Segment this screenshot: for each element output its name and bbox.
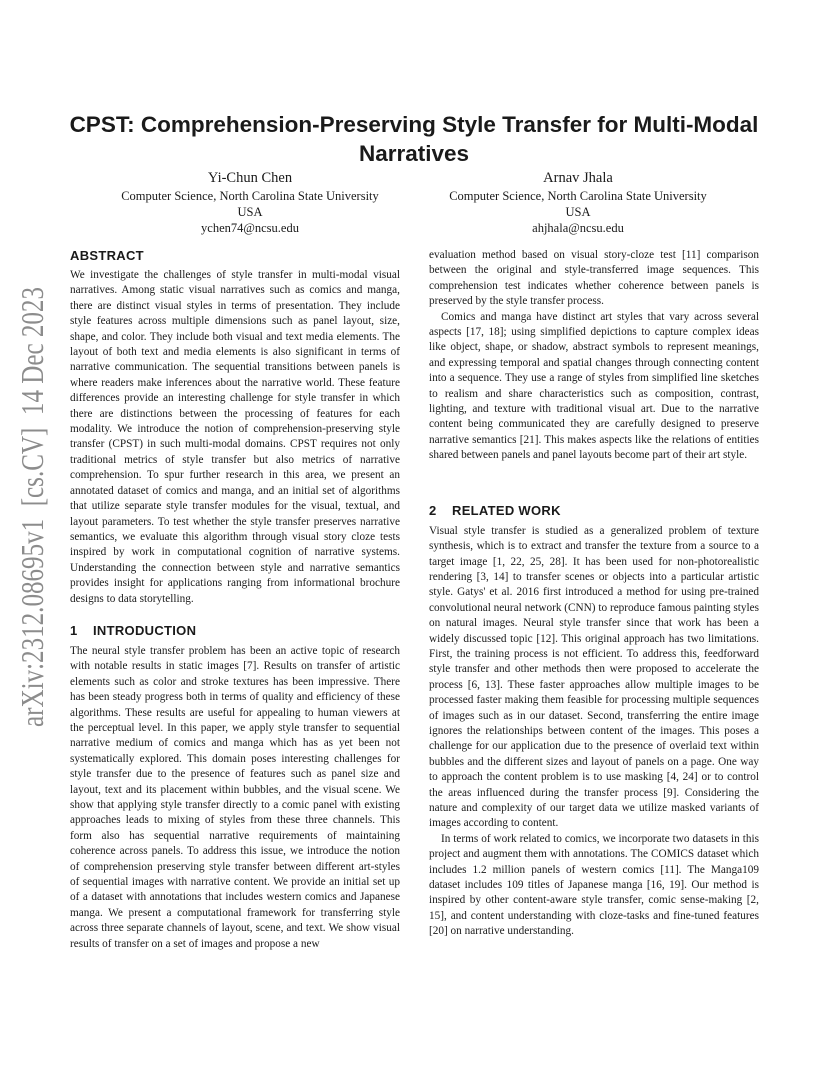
section-heading-related-work <box>429 503 759 519</box>
section-title: RELATED WORK <box>452 502 561 518</box>
author-block-2 <box>418 169 738 236</box>
intro-paragraph-1: The neural style transfer problem has been an active topic of research with notable results in static images [7]. Results on transfer of artistic elements such as color and stroke textures has been impressive. There has been steady progress both in terms of quality and efficiency of these algorithms. These results are useful for appealing to human viewers at the perceptual level. In this paper, we apply style transfer to sequential narrative medium of comics and manga which has as yet been not systematically explored. This domain poses interesting challenges for style transfer due to the presence of features such as panel size and layout, text and its placement within bubbles, and the visual scene. We show that applying style transfer directly to a comic panel with existing approaches leads to mixing of styles from these three channels. This form also has sequential narrative requirements of maintaining coherence across panels. To address this issue, we introduce the notion of comprehension preserving style transfer between different art-styles of sequential images with narrative content. We provide an initial set up of a dataset with annotations that includes western comics and Japanese manga. We present a computational framework for transferring style across three separate channels of layout, scene, and text. We show visual results of transfer on a set of images and propose a new <box>70 644 400 950</box>
author-name: Arnav Jhala <box>543 170 613 186</box>
section-number: 2 <box>429 502 437 518</box>
intro-paragraph-1-continued: evaluation method based on visual story-cloze test [11] comparison between the original and style-transferred image sequences. This comprehension test indicates whether coherence between panels is preserved by the style transfer process. <box>429 249 759 308</box>
related-paragraph-2: In terms of work related to comics, we incorporate two datasets in this project and augment them with annotations. The COMICS dataset which includes 1.2 million panels of western comics [11]. The Manga109 dataset includes 109 titles of Japanese manga [16, 19]. Our method is inspired by other content-aware style transfer, comic sense-making [2, 15], and content understanding with cloze-tasks and fine-tuned features [20] on narrative understanding. <box>429 832 759 938</box>
author-block-1 <box>90 169 410 236</box>
related-paragraph-1: Visual style transfer is studied as a generalized problem of texture synthesis, which is to extract and transfer the texture from a source to a target image [1, 22, 25, 28]. It has been used for non-photorealistic rendering [3, 14] to transfer scenes or objects into a particular artistic style. Gatys' et al. 2016 first introduced a method for using pre-trained convolutional neural network (CNN) to reproduce famous painting styles on natural images. Neural style transfer since that work has been a widely discussed topic [12]. This original approach has two limitations. First, the training process is not efficient. To address this, feedforward style transfer and other methods then were proposed to accelerate the process [6, 13]. These faster approaches allow multiple images to be processed faster making them feasible for processing multiple sequences of images such as in our dataset. Second, transferring the entire image ignores the relationships between content of the images. This poses a challenge for our application due to the presence of overlaid text within bubbles and the different sizes and layout of panels on a page. One way to approach the content problem is to use masking [4, 24] or to control the areas influenced during the transfer process [9]. Considering the nature and complexity of our target data we utilize masked variants of images according to content. <box>429 524 759 830</box>
author-country: USA <box>565 205 591 219</box>
section-number: 1 <box>70 622 78 638</box>
intro-paragraph-2: Comics and manga have distinct art styles that vary across several aspects [17, 18]; using simplified depictions to capture complex ideas like object, shape, or shadow, abstract symbols to represent meanings, and expressing temporal and spatial changes through connecting content into a sequence. They use a range of styles from simplified line sketches to realism and share characteristics such as composition, contrast, lighting, and texture with traditional visual art. Due to the narrative content being communicated they are carefully designed to preserve narrative semantics [21]. This makes aspects like the relations of entities shared between panels and panel layouts become part of their art style. <box>429 310 759 462</box>
section-heading-introduction <box>70 623 400 639</box>
section-title: INTRODUCTION <box>93 622 197 638</box>
author-email: ychen74@ncsu.edu <box>201 221 299 235</box>
title-line-1: CPST: Comprehension-Preserving Style Transfer for Multi-Modal <box>69 112 759 137</box>
author-email: ahjhala@ncsu.edu <box>532 221 624 235</box>
title-line-2: Narratives <box>358 141 470 166</box>
abstract-text: We investigate the challenges of style transfer in multi-modal visual narratives. Among static visual narratives such as comics and manga, there are distinct visual styles in terms of presentation. They include style features across multiple dimensions such as panel layout, size, shape, and color. They include both visual and text media elements. The layout of both text and media elements is also significant in terms of narrative communication. The sequential transitions between panels is where readers make inferences about the narrative world. These feature differences provide an interesting challenge for style transfer in which there are distinctions between the processing of features for each modality. We introduce the notion of comprehension-preserving style transfer (CPST) in such multi-modal domains. CPST requires not only traditional metrics of style transfer but also metrics of narrative comprehension. To spur further research in this area, we present an annotated dataset of comics and manga, and an initial set of algorithms that utilize separate style transfer modules for the visual, textual, and layout parameters. To test whether the style transfer preserves narrative semantics, we evaluate this algorithm through visual story cloze tests inspired by work in computational cognition of narrative systems. Understanding the connection between style and narrative semantics provides insight for applications ranging from informational brochure designs to data storytelling. <box>70 269 400 605</box>
author-name: Yi-Chun Chen <box>207 170 293 186</box>
paper-title <box>60 110 768 168</box>
author-affiliation: Computer Science, North Carolina State University <box>121 189 379 203</box>
author-affiliation: Computer Science, North Carolina State University <box>449 189 707 203</box>
arxiv-stamp-text: arXiv:2312.08695v1 [cs.CV] 14 Dec 2023 <box>14 285 50 727</box>
abstract-heading: ABSTRACT <box>70 248 144 263</box>
author-country: USA <box>237 205 263 219</box>
left-column <box>70 248 400 952</box>
arxiv-identifier-stamp <box>9 285 53 730</box>
right-column <box>429 248 759 940</box>
